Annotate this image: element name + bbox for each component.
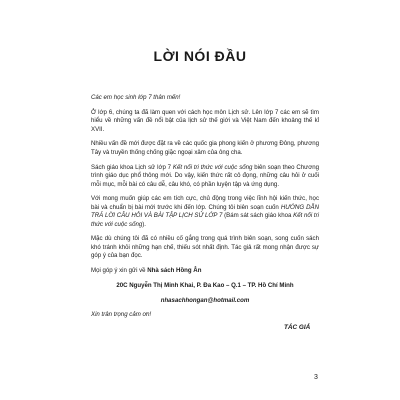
publisher-address: 20C Nguyễn Thị Minh Khai, P. Đa Kao – Q.1 – TP. Hồ Chí Minh [116,281,294,289]
contact-line [91,267,319,276]
paragraph-1: Ở lớp 6, chúng ta đã làm quen với cách học môn Lịch sử. Lên lớp 7 các em sẽ tìm hiểu về những vấn đề nổi bật của lịch sử thế giới và Việt Nam đến khoảng thế kỉ XVII. [91,108,319,133]
document-body [91,94,319,326]
paragraph-4-text-c: ). [142,220,146,228]
paragraph-3-text-a: Sách giáo khoa Lịch sử lớp 7 [91,163,173,171]
publisher-name: Nhà sách Hồng Ân [147,267,202,275]
paragraph-4 [91,195,319,229]
page-number: 3 [314,374,318,381]
closing-line: Xin trân trọng cảm ơn! [91,311,152,319]
paragraph-2: Nhiều vấn đề mới được đặt ra về các quốc gia phong kiến ở phương Đông, phương Tây và truyền thống chống giặc ngoại xâm của ông cha. [91,140,319,156]
paragraph-4-book-title: HƯỚNG DẪN TRẢ LỜI CÂU HỎI VÀ BÀI TẬP LỊCH SỬ LỚP 7 [91,203,319,220]
paragraph-5: Mặc dù chúng tôi đã có nhiều cố gắng trong quá trình biên soạn, song cuốn sách khó tránh khỏi những hạn chế, thiếu sót nhất định. Tác giả rất mong nhận được sự góp ý của bạn đọc. [91,235,319,260]
author-signature: TÁC GIẢ [284,324,311,331]
paragraph-3 [91,164,319,190]
paragraph-3-text-b: biên soạn theo Chương trình giáo dục phổ thông mới. Do vậy, kiến thức rất cô đọng, những câu hỏi ở cuối mỗi mục, mỗi bài có câu dễ, câu khó, có phần luyện tập và ứng dụng. [91,163,319,188]
page-title: LỜI NÓI ĐẦU [153,48,247,64]
paragraph-4-series-title: Kết nối tri thức với cuộc sống [91,212,319,228]
paragraph-3-series-title: Kết nối tri thức với cuộc sống [172,163,253,171]
greeting: Các em học sinh lớp 7 thân mến! [91,94,181,101]
paragraph-4-text-b: (Bám sát sách giáo khoa [222,212,294,220]
publisher-email[interactable]: nhasachhongan@hotmail.com [160,296,250,304]
paragraph-4-text-a: Với mong muốn giúp các em tích cực, chủ động trong việc lĩnh hội kiến thức, học bài và chuẩn bị bài mới trước khi đến lớp. Chúng tôi biên soạn cuốn [91,195,319,211]
contact-intro: Mọi góp ý xin gửi về [91,267,148,275]
